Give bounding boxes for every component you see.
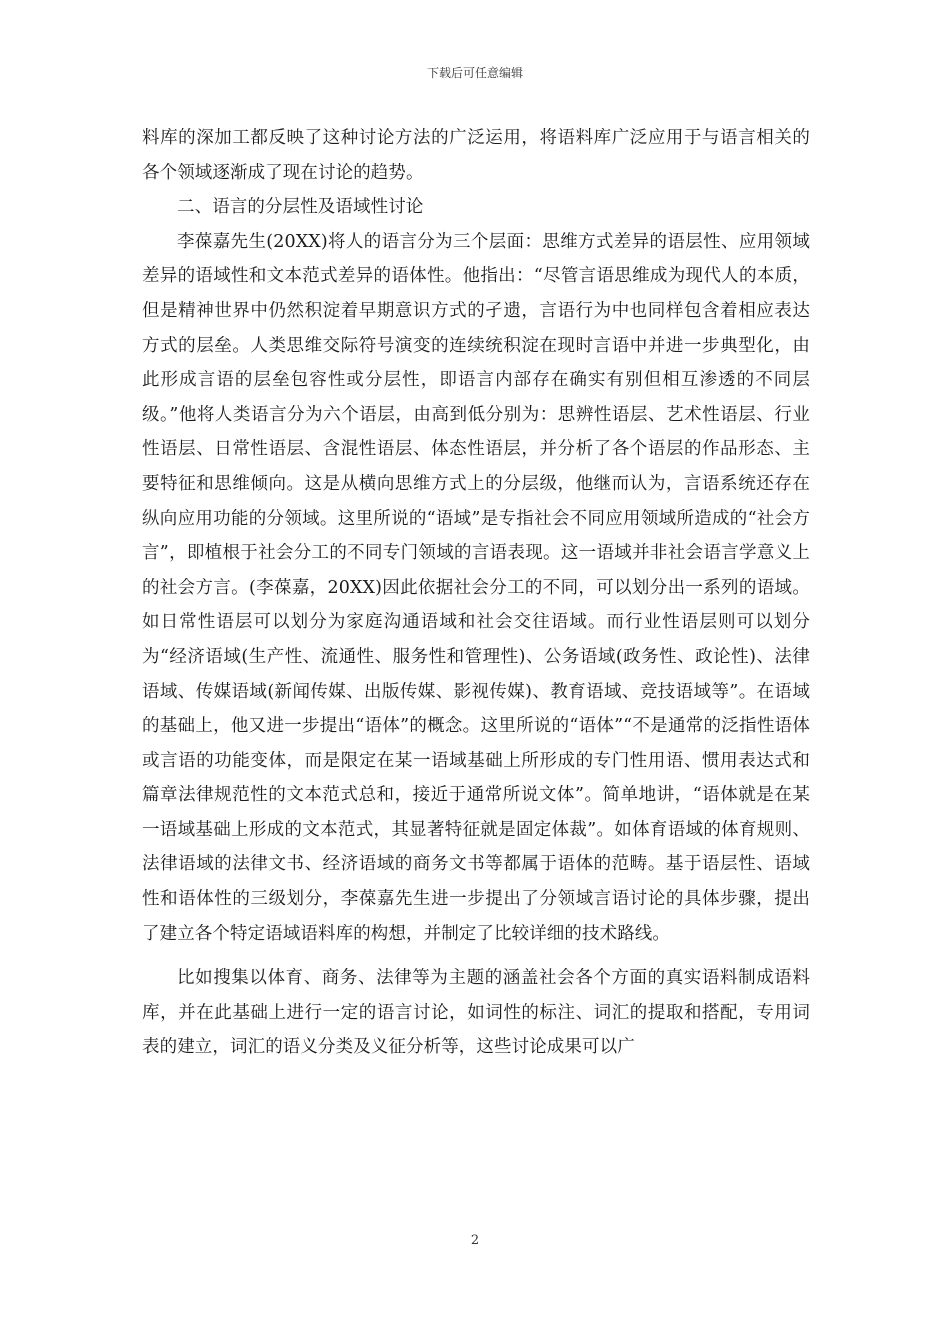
document-body <box>142 121 810 1065</box>
paragraph-main: 李葆嘉先生(20XX)将人的语言分为三个层面：思维方式差异的语层性、应用领域差异的语域性和文本范式差异的语体性。他指出：“尽管言语思维成为现代人的本质，但是精神世界中仍然积淀着早期意识方式的孑遗，言语行为中也同样包含着相应表达方式的层垒。人类思维交际符号演变的连续统积淀在现时言语中并进一步典型化，由此形成言语的层垒包容性或分层性，即语言内部存在确实有别但相互渗透的不同层级。”他将人类语言分为六个语层，由高到低分别为：思辨性语层、艺术性语层、行业性语层、日常性语层、含混性语层、体态性语层，并分析了各个语层的作品形态、主要特征和思维倾向。这是从横向思维方式上的分层级，他继而认为，言语系统还存在纵向应用功能的分领域。这里所说的“语域”是专指社会不同应用领域所造成的“社会方言”，即植根于社会分工的不同专门领域的言语表现。这一语域并非社会语言学意义上的社会方言。(李葆嘉，20XX)因此依据社会分工的不同，可以划分出一系列的语域。如日常性语层可以划分为家庭沟通语域和社会交往语域。而行业性语层则可以划分为“经济语域(生产性、流通性、服务性和管理性)、公务语域(政务性、政论性)、法律语域、传媒语域(新闻传媒、出版传媒、影视传媒)、教育语域、竞技语域等”。在语域的基础上，他又进一步提出“语体”的概念。这里所说的“语体”“不是通常的泛指性语体或言语的功能变体，而是限定在某一语域基础上所形成的专门性用语、惯用表达式和篇章法律规范性的文本范式总和，接近于通常所说文体”。简单地讲，“语体就是在某一语域基础上形成的文本范式，其显著特征就是固定体裁”。如体育语域的体育规则、法律语域的法律文书、经济语域的商务文书等都属于语体的范畴。基于语层性、语域性和语体性的三级划分，李葆嘉先生进一步提出了分领域言语讨论的具体步骤，提出了建立各个特定语域语料库的构想，并制定了比较详细的技术路线。 <box>142 231 810 944</box>
paragraph-final: 比如搜集以体育、商务、法律等为主题的涵盖社会各个方面的真实语料制成语料库，并在此基础上进行一定的语言讨论，如词性的标注、词汇的提取和搭配，专用词表的建立，词汇的语义分类及义征分析等，这些讨论成果可以广 <box>142 968 810 1058</box>
page-header: 下载后可任意编辑 <box>426 66 523 80</box>
section-heading: 二、语言的分层性及语域性讨论 <box>177 197 424 218</box>
page-number: 2 <box>470 1233 480 1248</box>
paragraph-continuation: 料库的深加工都反映了这种讨论方法的广泛运用，将语料库广泛应用于与语言相关的各个领域逐渐成了现在讨论的趋势。 <box>142 128 810 183</box>
